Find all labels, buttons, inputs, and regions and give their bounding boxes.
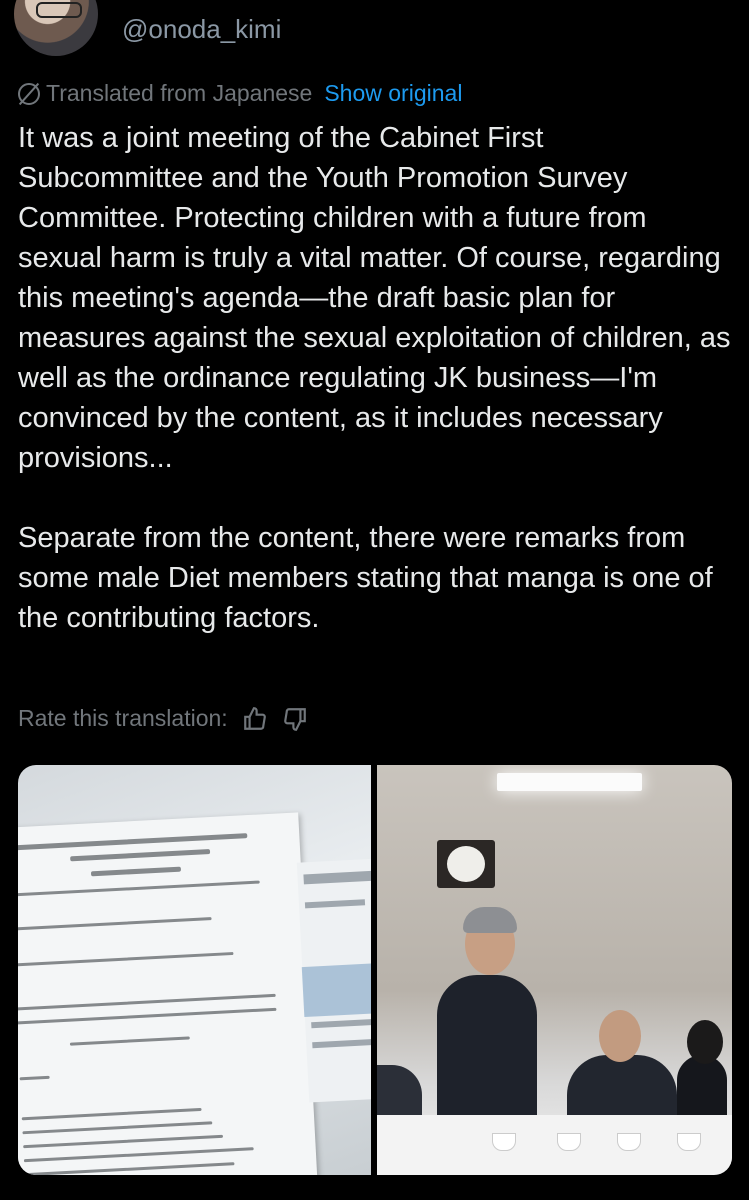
tweet-text (18, 118, 733, 638)
cup (677, 1133, 701, 1151)
globe-slash-icon (18, 83, 40, 105)
wall-clock (437, 840, 495, 888)
author-handle[interactable]: @onoda_kimi (122, 14, 282, 44)
doc-line (23, 1135, 223, 1148)
rate-translation-row (18, 705, 308, 732)
cup (492, 1133, 516, 1151)
doc-line (18, 881, 260, 897)
document-figure (302, 963, 371, 1017)
doc-block (303, 870, 371, 884)
seated-woman-head (687, 1020, 723, 1064)
doc-line (70, 849, 210, 861)
document-sheet (18, 812, 317, 1175)
thumbs-up-icon[interactable] (242, 706, 268, 732)
doc-line (18, 994, 276, 1011)
doc-line (70, 1036, 190, 1045)
translated-label: Translated from Japanese (46, 80, 313, 106)
cup (557, 1133, 581, 1151)
doc-line (18, 917, 212, 930)
doc-line (18, 952, 233, 967)
media-gallery (18, 765, 732, 1175)
doc-line (18, 833, 247, 851)
show-original-link[interactable]: Show original (324, 80, 463, 106)
doc-line (24, 1147, 254, 1162)
tweet-paragraph-2: Separate from the content, there were remarks from some male Diet members stating that manga is one of the contributing factors. (18, 522, 713, 634)
doc-block (311, 1019, 371, 1029)
doc-block (312, 1039, 371, 1049)
speaker-hair (463, 907, 517, 933)
doc-line (18, 1008, 276, 1025)
doc-line (22, 1121, 212, 1134)
doc-line (25, 1162, 235, 1175)
cup (617, 1133, 641, 1151)
seated-person-head (599, 1010, 641, 1062)
doc-block (305, 899, 365, 908)
meeting-photo[interactable] (377, 765, 732, 1175)
doc-line (22, 1108, 202, 1120)
ceiling-light (497, 773, 642, 791)
thumbs-down-icon[interactable] (282, 706, 308, 732)
document-photo[interactable] (18, 765, 371, 1175)
translation-row (18, 80, 462, 107)
doc-line (20, 1076, 50, 1081)
avatar[interactable] (14, 0, 98, 56)
tweet-paragraph-1: It was a joint meeting of the Cabinet First Subcommittee and the Youth Promotion Survey Committee. Protecting children with a future from sexual harm is truly a vital matter. Of course, regarding this meeting's agenda—the draft basic plan for measures against the sexual exploitation of children, as well as the ordinance regulating JK business—I'm convinced by the content, as it includes necessary provisions... (18, 122, 731, 474)
rate-label: Rate this translation: (18, 705, 228, 731)
doc-line (91, 867, 181, 877)
avatar-glasses (36, 2, 82, 18)
